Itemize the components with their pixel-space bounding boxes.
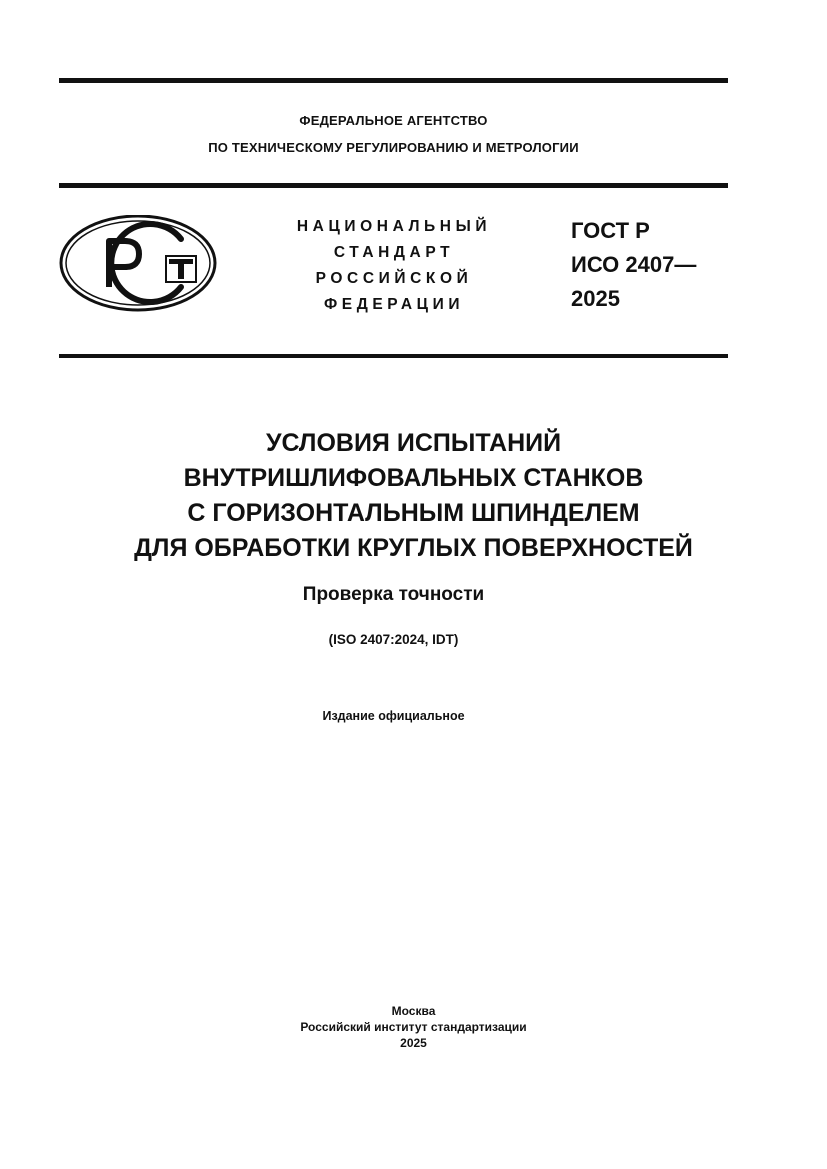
designation-line-1: ГОСТ Р [571, 218, 650, 243]
standard-designation [571, 214, 696, 316]
designation-line-2: ИСО 2407— [571, 252, 697, 277]
edition-label: Издание официальное [322, 709, 465, 723]
standard-type-line-2: СТАНДАРТ [333, 244, 455, 261]
imprint-publisher: Российский институт стандартизации [300, 1020, 527, 1034]
standard-type-line-1: НАЦИОНАЛЬНЫЙ [296, 218, 492, 235]
standard-type-line-4: ФЕДЕРАЦИИ [323, 296, 465, 313]
title-line-1: УСЛОВИЯ ИСПЫТАНИЙ [265, 429, 562, 457]
standard-type-block [276, 214, 512, 318]
title-line-2: ВНУТРИШЛИФОВАЛЬНЫХ СТАНКОВ [183, 464, 644, 492]
agency-name-line-2: ПО ТЕХНИЧЕСКОМУ РЕГУЛИРОВАНИЮ И МЕТРОЛОГИИ [208, 140, 579, 155]
imprint-year: 2025 [400, 1036, 427, 1050]
document-subtitle: Проверка точности [302, 584, 485, 605]
standard-type-line-3: РОССИЙСКОЙ [315, 270, 473, 287]
iso-reference: (ISO 2407:2024, IDT) [328, 632, 459, 647]
agency-rule [59, 183, 728, 188]
designation-line-3: 2025 [571, 286, 620, 311]
rst-emblem-icon [59, 215, 219, 315]
document-title [40, 426, 787, 566]
title-line-3: С ГОРИЗОНТАЛЬНЫМ ШПИНДЕЛЕМ [187, 499, 640, 527]
imprint-block [0, 1003, 827, 1051]
imprint-city: Москва [391, 1004, 436, 1018]
agency-name-line-1: ФЕДЕРАЛЬНОЕ АГЕНТСТВО [299, 113, 488, 128]
title-line-4: ДЛЯ ОБРАБОТКИ КРУГЛЫХ ПОВЕРХНОСТЕЙ [134, 534, 693, 562]
top-rule [59, 78, 728, 83]
header-bottom-rule [59, 354, 728, 358]
